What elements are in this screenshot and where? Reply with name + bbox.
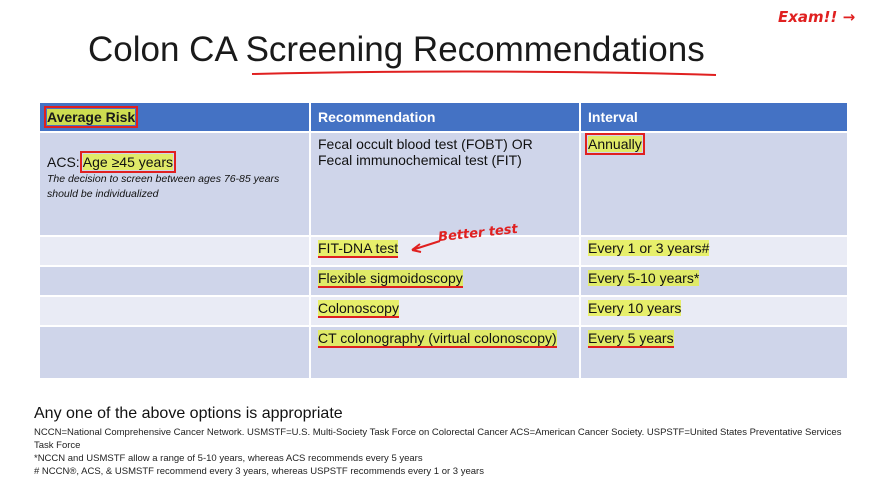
rec-fobt: Fecal occult blood test (FOBT) OR: [318, 136, 533, 152]
interval-cell: [580, 266, 848, 296]
header-interval: Interval: [580, 103, 848, 132]
recommendation-cell: [310, 326, 580, 378]
table-row: [40, 296, 848, 326]
annotation-exam: [778, 8, 855, 26]
acs-prefix: ACS:: [47, 154, 83, 170]
acs-age: Age ≥45 years: [82, 154, 173, 170]
annotation-exam-text: Exam!! →: [778, 8, 856, 26]
header-average-risk: [40, 103, 310, 132]
rec-ct-colonography: CT colonography (virtual colonoscopy): [318, 330, 557, 346]
rec-fit: Fecal immunochemical test (FIT): [318, 152, 522, 168]
header-recommendation: Recommendation: [310, 103, 580, 132]
table-row: [40, 266, 848, 296]
risk-cell: [40, 132, 310, 236]
footer-abbreviations: NCCN=National Comprehensive Cancer Network. USMSTF=U.S. Multi-Society Task Force on Colorectal Cancer ACS=American Cancer Society. USPSTF=United States Preventative Services Task Force: [34, 427, 842, 451]
recommendation-cell: [310, 132, 580, 236]
rec-fit-dna: FIT-DNA test: [318, 240, 399, 256]
interval-cell: [580, 132, 848, 236]
interval-annually: Annually: [588, 136, 642, 152]
risk-cell-empty: [40, 236, 310, 266]
interval-cell: [580, 296, 848, 326]
interval-colonoscopy: Every 10 years: [588, 300, 682, 316]
interval-ct-colonography: Every 5 years: [588, 330, 674, 346]
footer-note-1: *NCCN and USMSTF allow a range of 5-10 years, whereas ACS recommends every 5 years: [34, 453, 423, 464]
title-underline: [250, 68, 720, 80]
interval-cell: [580, 236, 848, 266]
interval-sigmoidoscopy: Every 5-10 years*: [588, 270, 700, 286]
footer: [34, 405, 844, 478]
rec-sigmoidoscopy: Flexible sigmoidoscopy: [318, 270, 463, 286]
rec-colonoscopy: Colonoscopy: [318, 300, 399, 316]
interval-cell: [580, 326, 848, 378]
risk-cell-empty: [40, 296, 310, 326]
table-row: [40, 132, 848, 236]
annotation-arrow: [408, 238, 442, 254]
footer-note-2: # NCCN®, ACS, & USMSTF recommend every 3 years, whereas USPSTF recommends every 1 or 3 years: [34, 466, 484, 477]
recommendation-cell: [310, 266, 580, 296]
risk-cell-empty: [40, 326, 310, 378]
annotation-better-test-text: Better test: [437, 221, 519, 246]
interval-fit-dna: Every 1 or 3 years#: [588, 240, 710, 256]
acs-line: [47, 154, 302, 170]
footer-main-text: Any one of the above options is appropriate: [34, 405, 343, 422]
recommendation-cell: [310, 296, 580, 326]
table-header-row: [40, 103, 848, 132]
table-row: [40, 326, 848, 378]
header-average-risk-text: Average Risk: [47, 109, 136, 125]
title-text: Colon CA Screening Recommendations: [88, 30, 705, 69]
acs-note: The decision to screen between ages 76-85 years should be individualized: [47, 173, 280, 200]
risk-cell-empty: [40, 266, 310, 296]
slide-title: [88, 30, 705, 70]
